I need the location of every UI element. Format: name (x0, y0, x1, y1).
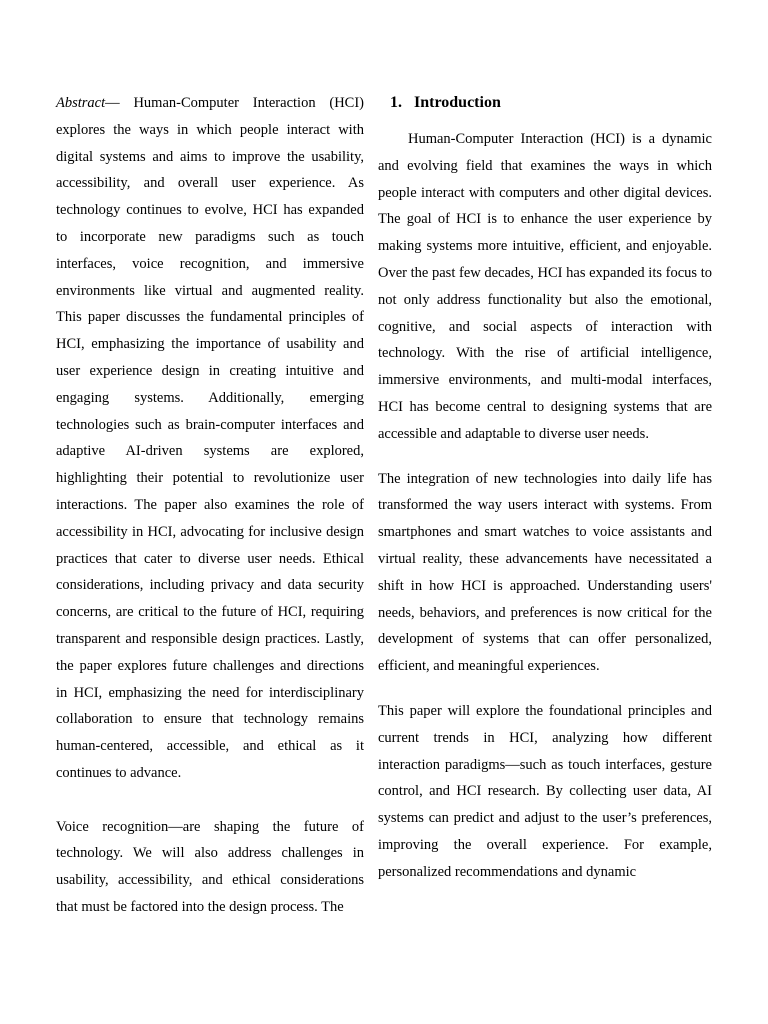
paragraph-gap (56, 787, 364, 814)
section-heading (390, 90, 712, 116)
left-column (56, 90, 364, 921)
abstract-paragraph (56, 90, 364, 787)
paragraph-gap (378, 448, 712, 466)
abstract-dash: — (105, 95, 120, 111)
intro-paragraph-3: This paper will explore the foundational principles and current trends in HCI, analyzing how different interaction paradigms—such as touch interfaces, gesture control, and HCI research. By collecting user data, AI systems can predict and adjust to the user’s preferences, improving the overall experience. For example, personalized recommendations and dynamic (378, 702, 712, 880)
right-column (378, 90, 712, 886)
section-number: 1. (390, 94, 402, 111)
paragraph-gap (378, 680, 712, 698)
abstract-label: Abstract (56, 95, 106, 111)
abstract-text: Human-Computer Interaction (HCI) explores the ways in which people interact with digital systems and aims to improve the usability, accessibility, and overall user experience. As technology continues to evolve, HCI has expanded to incorporate new paradigms such as touch interfaces, voice recognition, and immersive environments like virtual and augmented reality. This paper discusses the fundamental principles of HCI, emphasizing the importance of usability and user experience design in creating intuitive and engaging systems. Additionally, emerging technologies such as brain-computer interfaces and adaptive AI-driven systems are explored, highlighting their potential to revolutionize user interactions. The paper also examines the role of accessibility in HCI, advocating for inclusive design practices that cater to diverse user needs. Ethical considerations, including privacy and data security concerns, are critical to the future of HCI, requiring transparent and responsible design practices. Lastly, the paper explores future challenges and directions in HCI, emphasizing the need for interdisciplinary collaboration to ensure that technology remains human-centered, accessible, and ethical as it continues to advance. (56, 95, 364, 781)
section-title: Introduction (414, 94, 501, 111)
continuation-paragraph: Voice recognition—are shaping the future of technology. We will also address challenges in usability, accessibility, and ethical considerations that must be factored into the design process. The (56, 818, 364, 915)
intro-paragraph-1: Human-Computer Interaction (HCI) is a dynamic and evolving field that examines the ways in which people interact with computers and other digital devices. The goal of HCI is to enhance the user experience by making systems more intuitive, efficient, and enjoyable. Over the past few decades, HCI has expanded its focus to not only address functionality but also the emotional, cognitive, and social aspects of interaction with technology. With the rise of artificial intelligence, immersive environments, and multi-modal interfaces, HCI has become central to designing systems that are accessible and adaptable to diverse user needs. (378, 131, 712, 442)
intro-paragraph-2: The integration of new technologies into daily life has transformed the way users interact with systems. From smartphones and smart watches to voice assistants and virtual reality, these advancements have necessitated a shift in how HCI is approached. Understanding users' needs, behaviors, and preferences is now critical for the development of systems that can offer personalized, efficient, and meaningful experiences. (378, 470, 712, 675)
